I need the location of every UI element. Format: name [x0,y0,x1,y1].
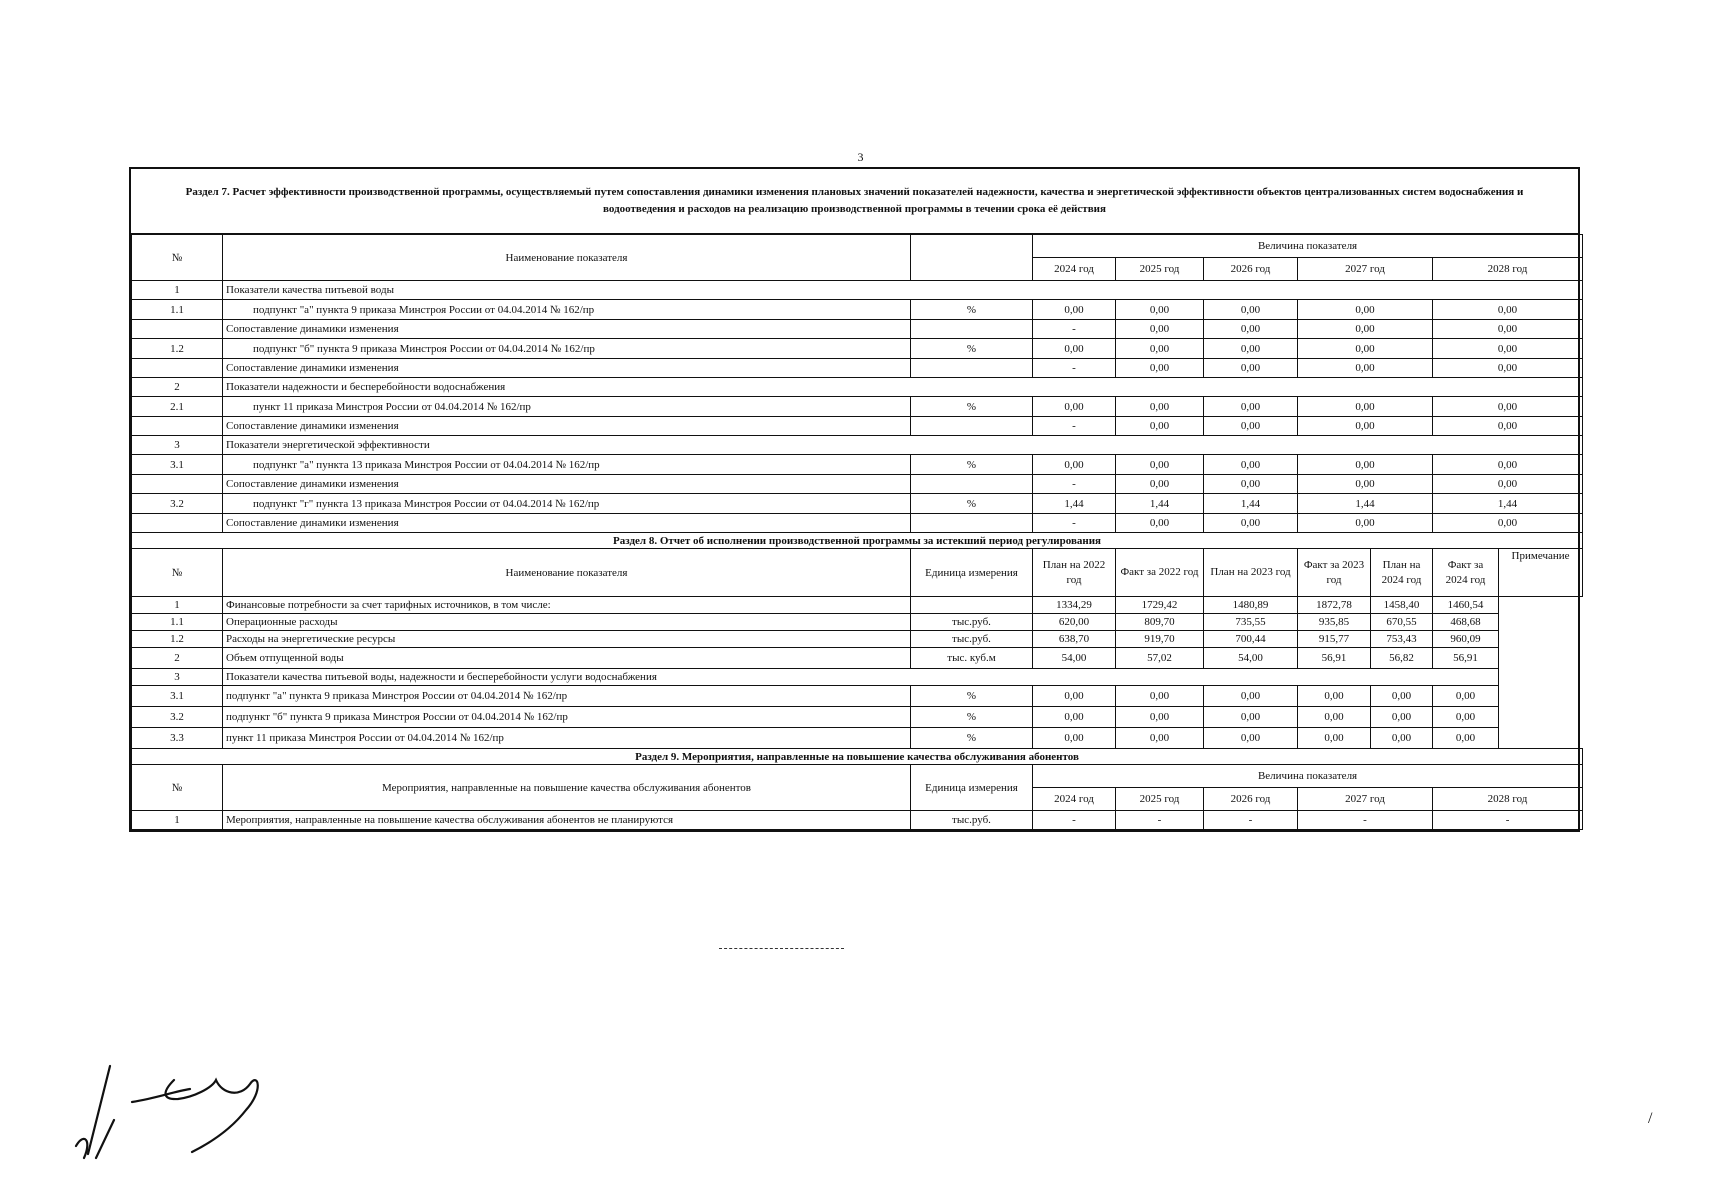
table-row [132,436,1583,455]
row-unit: тыс.руб. [911,614,1033,631]
row-name: подпункт "а" пункта 9 приказа Минстроя России от 04.04.2014 № 162/пр [223,300,911,320]
table-row [132,339,1583,359]
section8-title-row [132,533,1583,549]
row-value: 0,00 [1433,320,1583,339]
row-value: 0,00 [1433,475,1583,494]
table-row [132,475,1583,494]
row-name: подпункт "г" пункта 13 приказа Минстроя России от 04.04.2014 № 162/пр [223,494,911,514]
row-value: 0,00 [1298,320,1433,339]
header-year: 2028 год [1433,258,1583,281]
section9-body [132,811,1583,830]
row-value: - [1033,475,1116,494]
row-num: 1 [132,281,223,300]
row-unit: тыс. куб.м [911,648,1033,669]
row-name: подпункт "б" пункта 9 приказа Минстроя России от 04.04.2014 № 162/пр [223,339,911,359]
row-value: 809,70 [1116,614,1204,631]
header-name: Мероприятия, направленные на повышение качества обслуживания абонентов [223,765,911,811]
row-name: Финансовые потребности за счет тарифных источников, в том числе: [223,597,911,614]
section8-header-row [132,549,1583,597]
row-num: 3.3 [132,728,223,749]
row-value: 0,00 [1116,514,1204,533]
header-num: № [132,765,223,811]
margin-mark: / [1648,1110,1653,1127]
row-value: - [1433,811,1583,830]
row-value: 0,00 [1433,728,1499,749]
report-sheet [129,167,1580,832]
table-row [132,614,1583,631]
row-value: - [1033,417,1116,436]
row-value: 620,00 [1033,614,1116,631]
row-value: - [1033,514,1116,533]
row-unit [911,359,1033,378]
row-value: 1,44 [1204,494,1298,514]
row-value: 0,00 [1371,707,1433,728]
header-year: 2026 год [1204,788,1298,811]
table-row [132,281,1583,300]
row-name: Сопоставление динамики изменения [223,475,911,494]
row-name: пункт 11 приказа Минстроя России от 04.04.2014 № 162/пр [223,397,911,417]
header-value: Величина показателя [1033,765,1583,788]
row-value: 56,91 [1298,648,1371,669]
row-value: 57,02 [1116,648,1204,669]
table-row [132,728,1583,749]
row-name: подпункт "а" пункта 9 приказа Минстроя России от 04.04.2014 № 162/пр [223,686,911,707]
table-row [132,597,1583,614]
row-name: Сопоставление динамики изменения [223,514,911,533]
table-row [132,686,1583,707]
row-value: 0,00 [1433,339,1583,359]
row-unit [911,320,1033,339]
row-num: 3.2 [132,707,223,728]
row-value: 0,00 [1433,455,1583,475]
section7-body [132,281,1583,533]
header-num: № [132,549,223,597]
row-unit: % [911,494,1033,514]
row-num: 1 [132,811,223,830]
row-value: 935,85 [1298,614,1371,631]
table-row [132,648,1583,669]
row-value: 56,91 [1433,648,1499,669]
row-value: 0,00 [1433,300,1583,320]
row-value: 1,44 [1433,494,1583,514]
row-value: 1872,78 [1298,597,1371,614]
header-value: Величина показателя [1033,235,1583,258]
row-name: Расходы на энергетические ресурсы [223,631,911,648]
row-value: 0,00 [1433,686,1499,707]
row-num: 3 [132,669,223,686]
header-year: 2026 год [1204,258,1298,281]
row-name: Сопоставление динамики изменения [223,417,911,436]
row-num [132,475,223,494]
row-value: 0,00 [1204,475,1298,494]
row-name: подпункт "а" пункта 13 приказа Минстроя России от 04.04.2014 № 162/пр [223,455,911,475]
header-year: 2027 год [1298,788,1433,811]
row-value: 0,00 [1116,707,1204,728]
row-value: 1,44 [1116,494,1204,514]
row-num: 3.1 [132,686,223,707]
row-value: 0,00 [1298,475,1433,494]
row-value: 1729,42 [1116,597,1204,614]
row-value: 0,00 [1298,359,1433,378]
row-value: 1334,29 [1033,597,1116,614]
row-name: Показатели качества питьевой воды, надежности и бесперебойности услуги водоснабжения [223,669,1499,686]
table-row [132,378,1583,397]
row-value: 1480,89 [1204,597,1298,614]
row-value: - [1033,811,1116,830]
row-name: пункт 11 приказа Минстроя России от 04.04.2014 № 162/пр [223,728,911,749]
row-value: 1460,54 [1433,597,1499,614]
row-num: 3.1 [132,455,223,475]
row-value: 700,44 [1204,631,1298,648]
header-col: План на 2022 год [1033,549,1116,597]
header-name: Наименование показателя [223,549,911,597]
row-value: 0,00 [1433,417,1583,436]
row-value: 0,00 [1204,707,1298,728]
header-col: Факт за 2024 год [1433,549,1499,597]
row-value: 0,00 [1298,728,1371,749]
header-year: 2024 год [1033,258,1116,281]
header-year: 2024 год [1033,788,1116,811]
section7-title: Раздел 7. Расчет эффективности производственной программы, осуществляемый путем сопоставления динамики изменения плановых значений показателей надежности, качества и энергетической эффективности объектов централизованных систем водоснабжения и водоотведения и расходов на реализацию производственной программы в течении срока её действия [131,169,1578,234]
section7-header-row [132,235,1583,258]
table-row [132,455,1583,475]
row-value: 638,70 [1033,631,1116,648]
header-unit-blank [911,235,1033,281]
row-num: 3.2 [132,494,223,514]
row-name: Показатели качества питьевой воды [223,281,1583,300]
row-value: 919,70 [1116,631,1204,648]
row-value: 0,00 [1298,455,1433,475]
row-value: 0,00 [1116,339,1204,359]
table-row [132,631,1583,648]
row-value: 0,00 [1033,728,1116,749]
row-value: 0,00 [1116,300,1204,320]
row-value: 0,00 [1204,417,1298,436]
row-unit: тыс.руб. [911,811,1033,830]
row-num: 2 [132,648,223,669]
header-year: 2028 год [1433,788,1583,811]
row-value: 0,00 [1116,397,1204,417]
row-value: 0,00 [1298,339,1433,359]
row-unit: % [911,455,1033,475]
row-value: 54,00 [1033,648,1116,669]
row-value: 0,00 [1116,417,1204,436]
row-value: 0,00 [1033,455,1116,475]
row-value: 0,00 [1433,359,1583,378]
row-value: 0,00 [1433,397,1583,417]
row-unit: % [911,686,1033,707]
row-value: 54,00 [1204,648,1298,669]
row-unit: % [911,339,1033,359]
row-unit: % [911,397,1033,417]
row-value: 0,00 [1033,397,1116,417]
row-unit: % [911,707,1033,728]
header-unit: Единица измерения [911,549,1033,597]
header-num: № [132,235,223,281]
row-value: - [1033,359,1116,378]
row-value: - [1204,811,1298,830]
row-value: 1,44 [1298,494,1433,514]
row-value: 0,00 [1204,300,1298,320]
row-value: 0,00 [1298,514,1433,533]
main-table [131,234,1583,830]
row-value: 0,00 [1204,728,1298,749]
row-value: 1,44 [1033,494,1116,514]
row-num [132,320,223,339]
row-name: Объем отпущенной воды [223,648,911,669]
table-row [132,417,1583,436]
row-num: 2.1 [132,397,223,417]
row-value: 0,00 [1204,339,1298,359]
row-value: 0,00 [1298,707,1371,728]
handwritten-signature [62,1062,292,1167]
header-col: План на 2023 год [1204,549,1298,597]
header-col: План на 2024 год [1371,549,1433,597]
header-year: 2027 год [1298,258,1433,281]
row-value: 0,00 [1298,300,1433,320]
row-num [132,359,223,378]
row-value: 0,00 [1204,359,1298,378]
row-num [132,417,223,436]
row-num: 1.2 [132,339,223,359]
row-num [132,514,223,533]
row-value: 0,00 [1033,339,1116,359]
section8-body [132,597,1583,749]
row-value: 960,09 [1433,631,1499,648]
row-name: Показатели энергетической эффективности [223,436,1583,455]
row-unit: % [911,300,1033,320]
header-year: 2025 год [1116,788,1204,811]
row-value: 735,55 [1204,614,1298,631]
row-value: 0,00 [1298,686,1371,707]
row-name: Сопоставление динамики изменения [223,320,911,339]
table-row [132,320,1583,339]
row-value: 915,77 [1298,631,1371,648]
row-num: 2 [132,378,223,397]
row-unit [911,417,1033,436]
row-value: 0,00 [1298,417,1433,436]
row-value: 0,00 [1433,707,1499,728]
header-note: Примечание [1499,549,1583,597]
row-value: 670,55 [1371,614,1433,631]
table-row [132,397,1583,417]
header-year: 2025 год [1116,258,1204,281]
row-value: 0,00 [1371,686,1433,707]
table-row [132,494,1583,514]
row-unit [911,475,1033,494]
row-value: 0,00 [1116,728,1204,749]
row-name: Операционные расходы [223,614,911,631]
row-value: - [1033,320,1116,339]
row-value: 0,00 [1204,320,1298,339]
table-row [132,300,1583,320]
row-unit: % [911,728,1033,749]
row-name: подпункт "б" пункта 9 приказа Минстроя России от 04.04.2014 № 162/пр [223,707,911,728]
section9-title-row [132,749,1583,765]
row-value: 0,00 [1116,320,1204,339]
table-row [132,669,1583,686]
header-unit: Единица измерения [911,765,1033,811]
row-num: 1.1 [132,300,223,320]
row-value: - [1298,811,1433,830]
row-value: - [1116,811,1204,830]
row-num: 1 [132,597,223,614]
row-num: 1.2 [132,631,223,648]
table-row [132,514,1583,533]
row-num: 1.1 [132,614,223,631]
row-value: 1458,40 [1371,597,1433,614]
row-value: 0,00 [1204,397,1298,417]
row-name: Показатели надежности и бесперебойности водоснабжения [223,378,1583,397]
row-value: 0,00 [1033,686,1116,707]
row-value: 468,68 [1433,614,1499,631]
table-row [132,707,1583,728]
row-value: 0,00 [1116,686,1204,707]
row-value: 0,00 [1204,455,1298,475]
table-row [132,359,1583,378]
row-unit [911,597,1033,614]
header-col: Факт за 2022 год [1116,549,1204,597]
row-value: 0,00 [1116,455,1204,475]
section9-header-row [132,765,1583,788]
section8-title: Раздел 8. Отчет об исполнении производственной программы за истекший период регулирования [132,533,1583,549]
header-name: Наименование показателя [223,235,911,281]
row-value: 56,82 [1371,648,1433,669]
row-value: 0,00 [1116,359,1204,378]
row-value: 0,00 [1298,397,1433,417]
divider-line [719,948,844,950]
row-num: 3 [132,436,223,455]
row-value: 0,00 [1433,514,1583,533]
row-value: 0,00 [1033,300,1116,320]
row-value: 0,00 [1204,686,1298,707]
table-row [132,811,1583,830]
page-number: 3 [857,150,864,164]
header-col: Факт за 2023 год [1298,549,1371,597]
section9-title: Раздел 9. Мероприятия, направленные на повышение качества обслуживания абонентов [132,749,1583,765]
row-name: Сопоставление динамики изменения [223,359,911,378]
row-value: 0,00 [1204,514,1298,533]
row-unit [911,514,1033,533]
row-value: 0,00 [1116,475,1204,494]
row-value: 0,00 [1033,707,1116,728]
row-value: 0,00 [1371,728,1433,749]
row-name: Мероприятия, направленные на повышение качества обслуживания абонентов не планируются [223,811,911,830]
row-unit: тыс.руб. [911,631,1033,648]
row-value: 753,43 [1371,631,1433,648]
